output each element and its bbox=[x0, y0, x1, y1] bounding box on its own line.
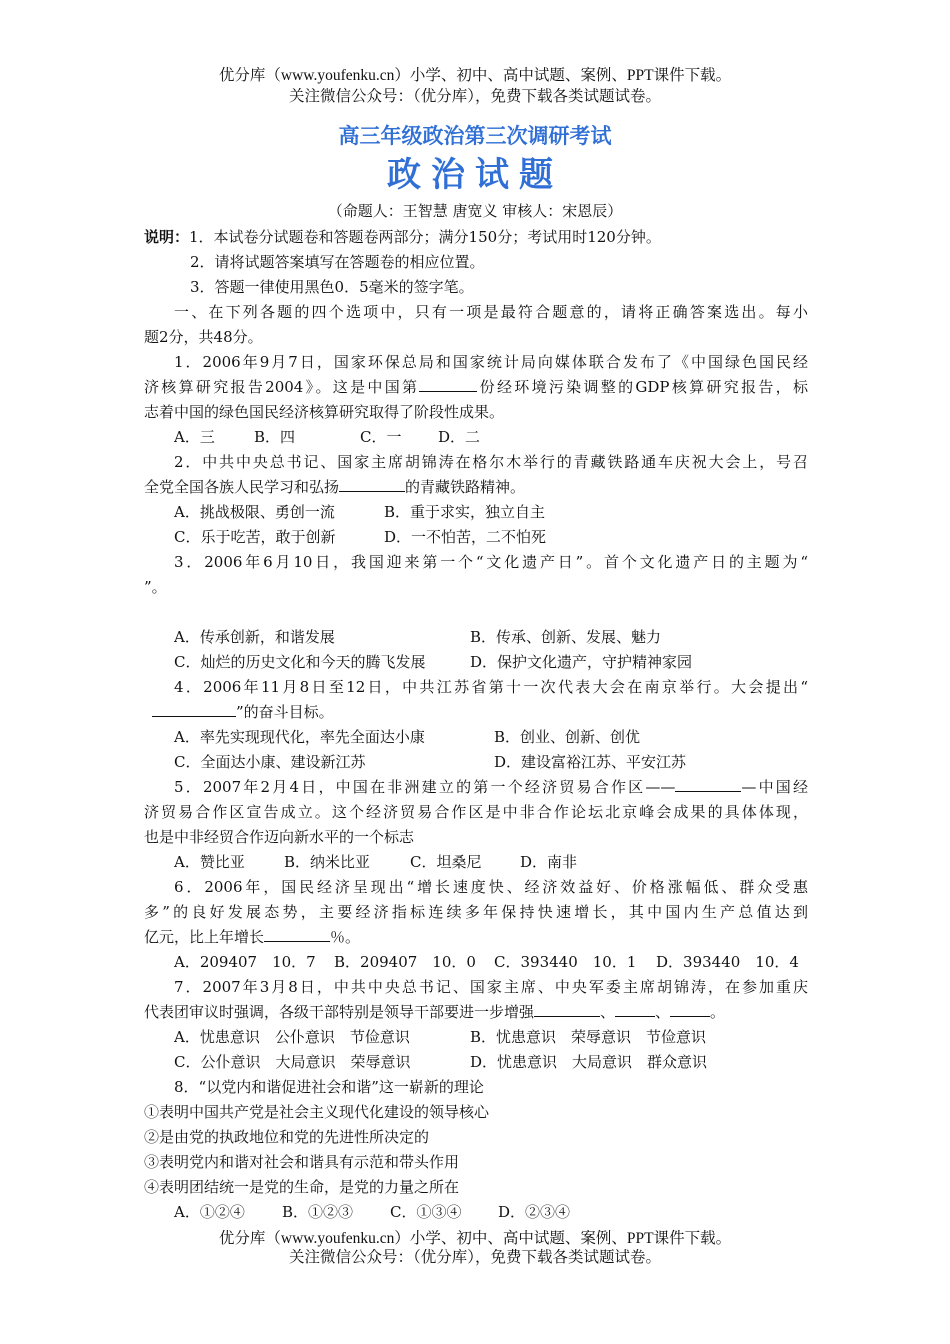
q8-option-b: B．①②③ bbox=[282, 1203, 354, 1221]
q3-gap bbox=[144, 600, 808, 625]
q2-line2 bbox=[144, 475, 808, 500]
q1-blank bbox=[419, 376, 477, 392]
q1-line1: 1．2006年9月7日，国家环保总局和国家统计局向媒体联合发布了《中国绿色国民经 bbox=[174, 353, 808, 371]
site-footer-line1: 优分库（www.youfenku.cn）小学、初中、高中试题、案例、PPT课件下载。 bbox=[218, 1230, 732, 1247]
notes-label: 说明： bbox=[144, 228, 190, 246]
q5-line1 bbox=[144, 775, 808, 800]
q5-line1-part1: 5．2007年2月4日，中国在非洲建立的第一个经济贸易合作区—— bbox=[174, 778, 676, 796]
q6-option-d: D．393440 10．4 bbox=[656, 953, 799, 971]
q5-line2: 济贸易合作区宣告成立。这个经济贸易合作区是中非合作论坛北京峰会成果的具体体现， bbox=[144, 803, 808, 821]
q5-option-a: A．赞比亚 bbox=[174, 853, 245, 871]
q8-statement-2: ②是由党的执政地位和党的先进性所决定的 bbox=[144, 1128, 430, 1146]
q6-blank bbox=[264, 926, 330, 942]
q4-line2-text: ”的奋斗目标。 bbox=[236, 703, 334, 721]
q7-separator-2: 、 bbox=[655, 1003, 671, 1021]
q8-line1: 8．“以党内和谐促进社会和谐”这一崭新的理论 bbox=[174, 1078, 484, 1096]
exam-subtitle: 政治试题 bbox=[387, 155, 563, 195]
section1-line1: 一、在下列各题的四个选项中，只有一项是最符合题意的，请将正确答案选出。每小 bbox=[174, 303, 808, 321]
q5-blank bbox=[675, 776, 741, 792]
q8-option-a: A．①②④ bbox=[174, 1203, 245, 1221]
q2-line1: 2．中共中央总书记、国家主席胡锦涛在格尔木举行的青藏铁路通车庆祝大会上，号召 bbox=[174, 453, 808, 471]
q3-line2: ”。 bbox=[144, 578, 167, 596]
q3-options-row1 bbox=[144, 625, 808, 650]
q8-statement-4: ④表明团结统一是党的生命，是党的力量之所在 bbox=[144, 1178, 460, 1196]
q2-option-b: B．重于求实，独立自主 bbox=[384, 503, 546, 521]
q6-options bbox=[144, 950, 808, 975]
q7-option-b: B．忧患意识 荣辱意识 节俭意识 bbox=[470, 1028, 707, 1046]
q3-option-a: A．传承创新，和谐发展 bbox=[174, 628, 335, 646]
q1-line2-part2: 份经环境污染调整的GDP核算研究报告，标 bbox=[477, 378, 808, 396]
q7-line2 bbox=[144, 1000, 808, 1025]
q3-options-row2 bbox=[144, 650, 808, 675]
q3-option-b: B．传承、创新、发展、魅力 bbox=[470, 628, 662, 646]
note-2: 2．请将试题答案填写在答题卷的相应位置。 bbox=[190, 253, 485, 271]
site-header-line2: 关注微信公众号：（优分库），免费下载各类试题试卷。 bbox=[288, 88, 661, 105]
q6-line3 bbox=[144, 925, 808, 950]
q6-option-b: B．209407 10．0 bbox=[334, 953, 476, 971]
authors-line: （命题人：王智慧 唐宽义 审核人：宋恩辰） bbox=[327, 202, 623, 220]
q1-line2 bbox=[144, 375, 808, 400]
q3-option-c: C．灿烂的历史文化和今天的腾飞发展 bbox=[174, 653, 426, 671]
q3-option-d: D．保护文化遗产，守护精神家园 bbox=[470, 653, 693, 671]
q2-line2-part1: 全党全国各族人民学习和弘扬 bbox=[144, 478, 340, 496]
q5-line3: 也是中非经贸合作迈向新水平的一个标志 bbox=[144, 828, 415, 846]
q7-end: 。 bbox=[710, 1003, 726, 1021]
q8-statement-1: ①表明中国共产党是社会主义现代化建设的领导核心 bbox=[144, 1103, 490, 1121]
q2-option-a: A．挑战极限、勇创一流 bbox=[174, 503, 335, 521]
q6-option-c: C．393440 10．1 bbox=[494, 953, 637, 971]
exam-body bbox=[144, 225, 808, 1225]
site-header-line1: 优分库（www.youfenku.cn）小学、初中、高中试题、案例、PPT课件下载。 bbox=[218, 67, 732, 84]
q5-option-d: D．南非 bbox=[520, 853, 578, 871]
q6-option-a: A．209407 10．7 bbox=[174, 953, 316, 971]
section1-line2: 题2分，共48分。 bbox=[144, 328, 263, 346]
q7-option-a: A．忧患意识 公仆意识 节俭意识 bbox=[174, 1028, 410, 1046]
q8-option-d: D．②③④ bbox=[498, 1203, 571, 1221]
q7-options-row2 bbox=[144, 1050, 808, 1075]
q4-options-row2 bbox=[144, 750, 808, 775]
q5-option-c: C．坦桑尼 bbox=[410, 853, 482, 871]
q8-option-c: C．①③④ bbox=[390, 1203, 462, 1221]
q2-blank bbox=[339, 476, 405, 492]
q1-option-d: D．二 bbox=[438, 428, 481, 446]
q3-line1: 3．2006年6月10日，我国迎来第一个“文化遗产日”。首个文化遗产日的主题为“ bbox=[174, 553, 808, 571]
q6-line2: 多”的良好发展态势，主要经济指标连续多年保持快速增长，其中国内生产总值达到 bbox=[144, 903, 808, 921]
note-3: 3．答题一律使用黑色0．5毫米的签字笔。 bbox=[190, 278, 474, 296]
q1-line2-part1: 济核算研究报告2004》。这是中国第 bbox=[144, 378, 420, 396]
q4-option-d: D．建设富裕江苏、平安江苏 bbox=[494, 753, 687, 771]
q8-statement-3: ③表明党内和谐对社会和谐具有示范和带头作用 bbox=[144, 1153, 460, 1171]
site-footer-line2: 关注微信公众号：（优分库），免费下载各类试题试卷。 bbox=[288, 1249, 661, 1266]
q7-separator-1: 、 bbox=[600, 1003, 616, 1021]
exam-title: 高三年级政治第三次调研考试 bbox=[338, 124, 612, 148]
q6-line3-part1: 亿元，比上年增长 bbox=[144, 928, 265, 946]
q5-line1-part2: —中国经 bbox=[741, 778, 808, 796]
q7-options-row1 bbox=[144, 1025, 808, 1050]
q1-option-c: C．一 bbox=[360, 428, 402, 446]
q2-option-d: D．一不怕苦，二不怕死 bbox=[384, 528, 547, 546]
q7-blank-2 bbox=[615, 1001, 655, 1017]
q1-line3: 志着中国的绿色国民经济核算研究取得了阶段性成果。 bbox=[144, 403, 505, 421]
q7-blank-1 bbox=[534, 1001, 600, 1017]
q4-blank bbox=[152, 701, 236, 717]
q4-option-c: C．全面达小康、建设新江苏 bbox=[174, 753, 366, 771]
q2-option-c: C．乐于吃苦，敢于创新 bbox=[174, 528, 336, 546]
q7-blank-3 bbox=[670, 1001, 710, 1017]
q5-options bbox=[144, 850, 808, 875]
q2-options-row2 bbox=[144, 525, 808, 550]
q4-line1: 4．2006年11月8日至12日，中共江苏省第十一次代表大会在南京举行。大会提出“ bbox=[174, 678, 808, 696]
notes-line-1 bbox=[144, 225, 808, 250]
q7-option-d: D．忧患意识 大局意识 群众意识 bbox=[470, 1053, 708, 1071]
q1-option-a: A．三 bbox=[174, 428, 215, 446]
q6-line1: 6．2006年，国民经济呈现出“增长速度快、经济效益好、价格涨幅低、群众受惠 bbox=[174, 878, 808, 896]
q7-line2-text: 代表团审议时强调，各级干部特别是领导干部要进一步增强 bbox=[144, 1003, 535, 1021]
q4-option-b: B．创业、创新、创优 bbox=[494, 728, 641, 746]
q7-line1: 7．2007年3月8日，中共中央总书记、国家主席、中央军委主席胡锦涛，在参加重庆 bbox=[174, 978, 808, 996]
note-1: 1．本试卷分试题卷和答题卷两部分；满分150分；考试用时120分钟。 bbox=[189, 228, 661, 246]
q2-line2-part2: 的青藏铁路精神。 bbox=[405, 478, 526, 496]
q1-options bbox=[144, 425, 808, 450]
q4-option-a: A．率先实现现代化，率先全面达小康 bbox=[174, 728, 425, 746]
q6-line3-part2: ％。 bbox=[330, 928, 361, 946]
q8-options bbox=[144, 1200, 808, 1225]
q1-option-b: B．四 bbox=[254, 428, 296, 446]
q5-option-b: B．纳米比亚 bbox=[284, 853, 371, 871]
q7-option-c: C．公仆意识 大局意识 荣辱意识 bbox=[174, 1053, 411, 1071]
q4-options-row1 bbox=[144, 725, 808, 750]
q2-options-row1 bbox=[144, 500, 808, 525]
q4-line2 bbox=[144, 700, 808, 725]
